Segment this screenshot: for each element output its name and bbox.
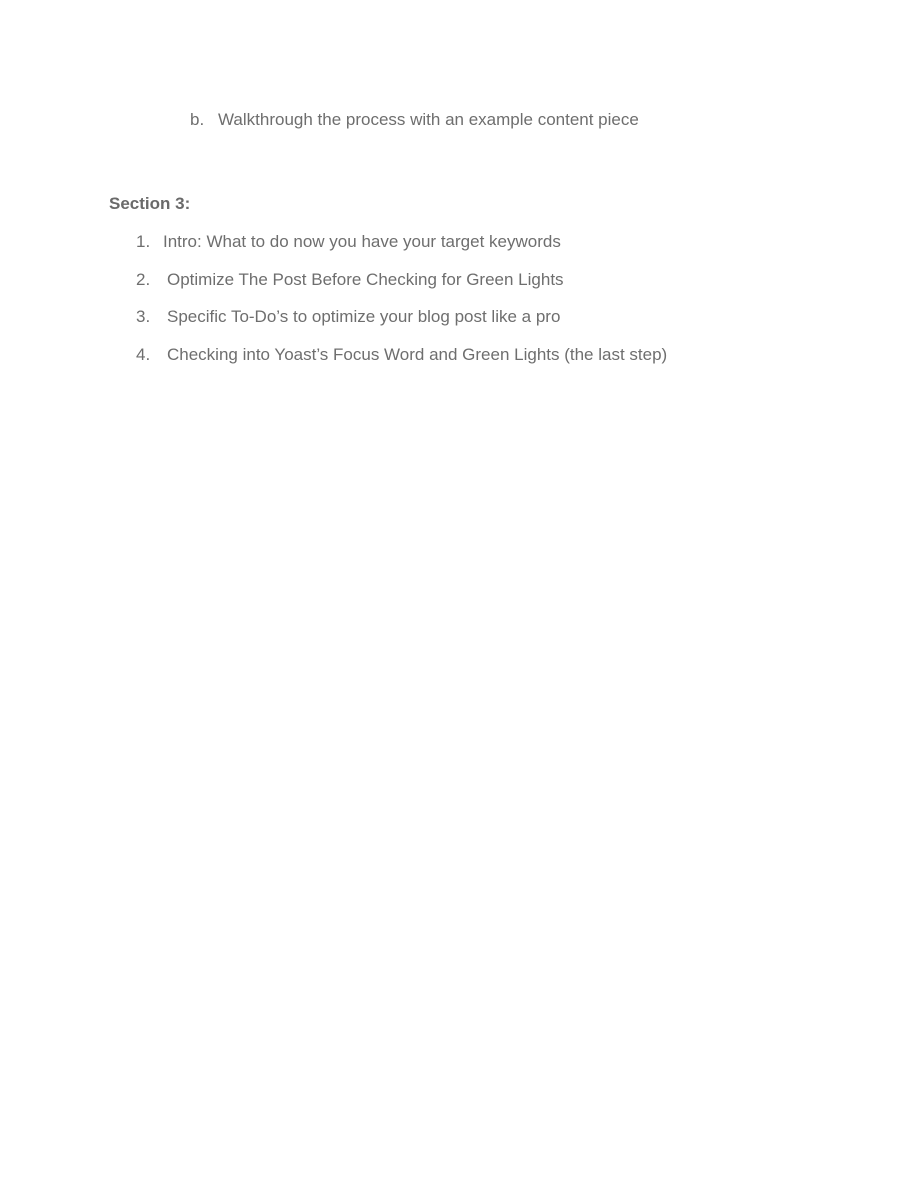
list-marker: 3. [136,307,151,326]
list-marker: 4. [136,345,151,364]
list-marker: b. [190,110,205,129]
list-marker: 2. [136,270,151,289]
list-item-text: Optimize The Post Before Checking for Green Lights [167,270,564,289]
list-item-3 [136,307,560,327]
list-item-4 [136,345,667,365]
list-item-1 [136,232,561,252]
list-item-text: Specific To-Do’s to optimize your blog post like a pro [167,307,561,326]
list-item-text: Checking into Yoast’s Focus Word and Green Lights (the last step) [167,345,668,364]
list-marker: 1. [136,232,151,251]
list-item-2 [136,270,564,290]
section-heading: Section 3: [109,194,191,213]
list-item-b [190,110,639,130]
list-item-text: Walkthrough the process with an example content piece [218,110,639,129]
list-item-text: Intro: What to do now you have your target keywords [163,232,561,251]
